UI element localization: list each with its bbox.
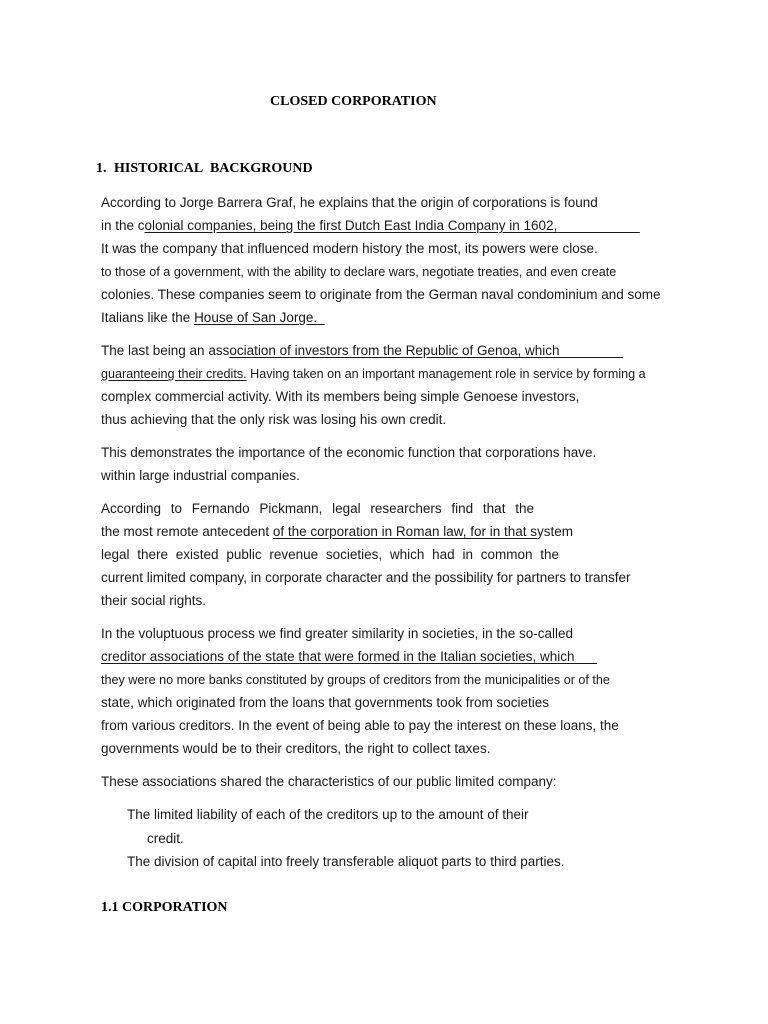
page-title: CLOSED CORPORATION <box>270 94 437 109</box>
paragraph-line: These associations shared the characteristics of our public limited company: <box>101 774 557 789</box>
paragraph-line: This demonstrates the importance of the economic function that corporations have. <box>101 445 597 460</box>
text-run: creditor associations of the state that were formed in the Italian societies, which <box>101 649 575 664</box>
paragraph-line: from various creditors. In the event of being able to pay the interest on these loans, the <box>101 718 619 733</box>
underlined-text <box>194 310 325 325</box>
list-item-continuation: credit. <box>147 831 184 846</box>
paragraph-line: colonies. These companies seem to originate from the German naval condominium and some <box>101 287 661 302</box>
paragraph-line <box>101 309 325 327</box>
underlined-text <box>229 343 623 358</box>
paragraph-line: within large industrial companies. <box>101 468 300 483</box>
text-run: ociation of investors from the Republic of Genoa, which <box>229 343 560 358</box>
text-run: the most remote antecedent <box>101 524 273 539</box>
list-item-text: The limited liability of each of the creditors up to the amount of their <box>127 807 529 822</box>
paragraph-line <box>101 365 646 383</box>
paragraph-line: they were no more banks constituted by groups of creditors from the municipalities or of the <box>101 673 610 687</box>
section-heading-corporation: 1.1 CORPORATION <box>101 900 228 915</box>
underlined-text <box>101 649 597 664</box>
paragraph-line: legal there existed public revenue societies, which had in common the <box>101 547 559 562</box>
underlined-text <box>145 218 640 233</box>
paragraph-line: governments would be to their creditors, the right to collect taxes. <box>101 741 491 756</box>
text-run <box>101 342 623 360</box>
paragraph-line: According to Fernando Pickmann, legal researchers find that the <box>101 501 534 516</box>
paragraph-line: current limited company, in corporate character and the possibility for partners to transfer <box>101 570 631 585</box>
list-item <box>124 853 564 871</box>
paragraph-line <box>101 342 676 360</box>
underlined-text: of the corporation in Roman law, for in that s <box>272 524 537 539</box>
paragraph-line: complex commercial activity. With its members being simple Genoese investors, <box>101 389 580 404</box>
paragraph-line <box>101 217 640 235</box>
text-run: olonial companies, being the first Dutch East India Company in 1602, <box>144 218 558 233</box>
section-heading-historical-background: 1. HISTORICAL BACKGROUND <box>96 161 313 176</box>
paragraph-line: state, which originated from the loans that governments took from societies <box>101 695 549 710</box>
text-run: ystem <box>537 524 574 539</box>
list-item-text: The division of capital into freely transferable aliquot parts to third parties. <box>127 854 565 869</box>
list-item <box>124 806 528 824</box>
paragraph-line: thus achieving that the only risk was losing his own credit. <box>101 412 447 427</box>
paragraph-line: It was the company that influenced modern history the most, its powers were close. <box>101 241 598 256</box>
paragraph-line <box>101 648 597 666</box>
text-run: in the c <box>101 218 145 233</box>
text-run: House of San Jorge. <box>194 310 318 325</box>
text-run: The last being an ass <box>101 343 230 358</box>
paragraph-line: to those of a government, with the ability to declare wars, negotiate treaties, and even create <box>101 265 617 279</box>
paragraph-line <box>101 523 573 541</box>
underlined-text: guaranteeing their credits. <box>101 367 247 381</box>
paragraph-line: According to Jorge Barrera Graf, he explains that the origin of corporations is found <box>101 195 598 210</box>
text-run: Italians like the <box>101 310 195 325</box>
paragraph-line: their social rights. <box>101 593 207 608</box>
paragraph-line: In the voluptuous process we find greater similarity in societies, in the so-called <box>101 626 573 641</box>
text-run: Having taken on an important management role in service by forming a <box>246 367 646 381</box>
